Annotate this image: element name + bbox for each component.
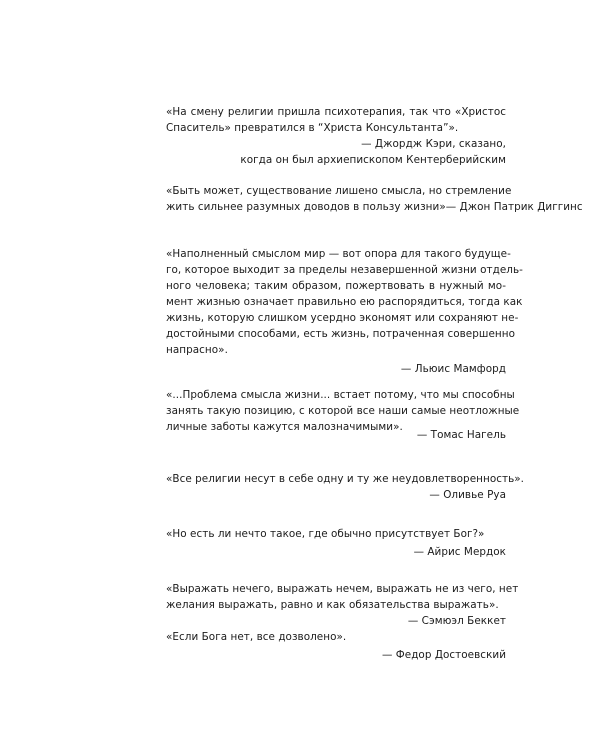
quote-line: личные заботы кажутся малозначимыми». bbox=[166, 421, 403, 433]
quote-line: желания выражать, равно и как обязательства выражать». bbox=[166, 599, 499, 611]
quote-line: го, которое выходит за пределы незавершенной жизни отдель- bbox=[166, 264, 523, 276]
quote-dostoevsky bbox=[166, 629, 506, 663]
quote-beckett bbox=[166, 581, 519, 629]
quote-line: ного человека; таким образом, пожертвовать в нужный мо- bbox=[166, 280, 506, 292]
quote-line: «...Проблема смысла жизни... встает потому, что мы способны bbox=[166, 389, 515, 401]
quote-line: Спаситель» превратился в “Христа Консультанта”». bbox=[166, 122, 459, 134]
quote-line: мент жизнью означает правильно ею распорядиться, тогда как bbox=[166, 296, 523, 308]
quote-line: «Быть может, существование лишено смысла, но стремление bbox=[166, 185, 512, 197]
quote-roy bbox=[166, 471, 525, 503]
quote-line-with-attribution bbox=[166, 419, 506, 443]
attribution-note: когда он был архиепископом Кентерберийским bbox=[240, 154, 506, 166]
quote-line: напрасно». bbox=[166, 344, 228, 356]
attribution: — Льюис Мамфорд bbox=[400, 363, 506, 375]
quote-line: жить сильнее разумных доводов в пользу жизни» bbox=[166, 201, 446, 213]
quote-diggins bbox=[166, 183, 583, 215]
attribution: — Сэмюэл Беккет bbox=[407, 615, 506, 627]
attribution: — Томас Нагель bbox=[416, 429, 506, 441]
quote-line: «На смену религии пришла психотерапия, так что «Христос bbox=[166, 106, 506, 118]
attribution: — Джордж Кэри, сказано, bbox=[361, 138, 506, 150]
quote-line: достойными способами, есть жизнь, потраченная совершенно bbox=[166, 328, 515, 340]
quote-line: «Выражать нечего, выражать нечем, выражать не из чего, нет bbox=[166, 583, 519, 595]
quote-carey bbox=[166, 104, 506, 168]
quote-nagel bbox=[166, 387, 520, 443]
attribution: — Федор Достоевский bbox=[381, 649, 506, 661]
quote-line: «Все религии несут в себе одну и ту же неудовлетворенность». bbox=[166, 473, 525, 485]
quote-line: «Но есть ли нечто такое, где обычно присутствует Бог?» bbox=[166, 528, 485, 540]
attribution: — Айрис Мердок bbox=[413, 546, 506, 558]
quote-line: «Если Бога нет, все дозволено». bbox=[166, 631, 347, 643]
attribution: — Оливье Руа bbox=[429, 489, 506, 501]
quote-line-with-attribution bbox=[166, 199, 583, 215]
quote-line: жизнь, которую слишком усердно экономят или сохраняют не- bbox=[166, 312, 519, 324]
quote-murdoch bbox=[166, 526, 506, 560]
attribution: — Джон Патрик Диггинс bbox=[445, 201, 583, 213]
quote-mumford bbox=[166, 246, 523, 377]
quote-line: занять такую позицию, с которой все наши самые неотложные bbox=[166, 405, 520, 417]
quote-line: «Наполненный смыслом мир — вот опора для такого будуще- bbox=[166, 248, 511, 260]
